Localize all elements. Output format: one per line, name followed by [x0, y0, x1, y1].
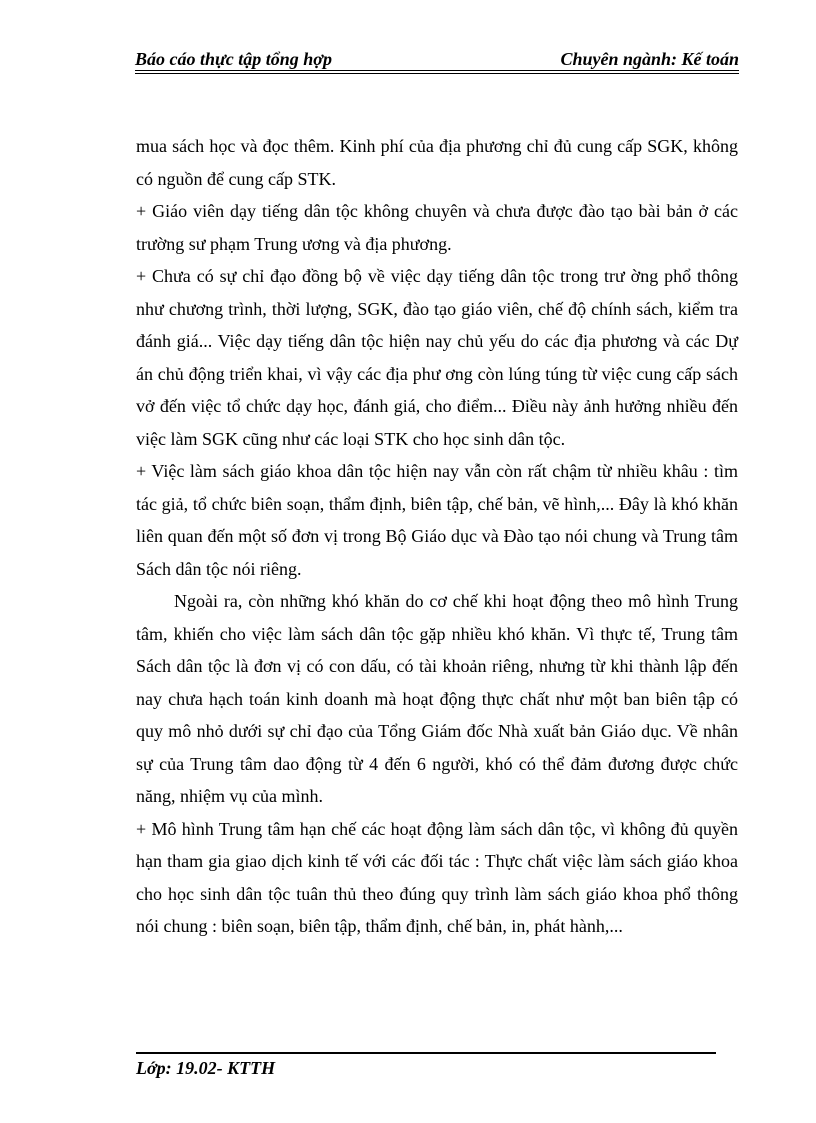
page-header — [135, 44, 739, 74]
footer-divider — [136, 1052, 716, 1054]
paragraph-mechanism: Ngoài ra, còn những khó khăn do cơ chế khi hoạt động theo mô hình Trung tâm, khiến cho việc làm sách dân tộc gặp nhiều khó khăn. Vì thực tế, Trung tâm Sách dân tộc là đơn vị có con dấu, có tài khoản riêng, nhưng từ khi thành lập đến nay chưa hạch toán kinh doanh mà hoạt động thực chất như một ban biên tập có quy mô nhỏ dưới sự chỉ đạo của Tổng Giám đốc Nhà xuất bản Giáo dục. Về nhân sự của Trung tâm dao động từ 4 đến 6 người, khó có thể đảm đương được chức năng, nhiệm vụ của mình. — [136, 591, 738, 806]
paragraph-textbook-production: + Việc làm sách giáo khoa dân tộc hiện nay vẫn còn rất chậm từ nhiều khâu : tìm tác giả, tổ chức biên soạn, thẩm định, biên tập, chế bản, vẽ hình,... Đây là khó khăn liên quan đến một số đơn vị trong Bộ Giáo dục và Đào tạo nói chung và Trung tâm Sách dân tộc nói riêng. — [136, 461, 738, 579]
paragraph-direction: + Chưa có sự chỉ đạo đồng bộ về việc dạy tiếng dân tộc trong trư ờng phổ thông như chương trình, thời lượng, SGK, đào tạo giáo viên, chế độ chính sách, kiểm tra đánh giá... Việc dạy tiếng dân tộc hiện nay chủ yếu do các địa phương và các Dự án chủ động triển khai, vì vậy các địa phư ơng còn lúng túng từ việc cung cấp sách vở đến việc tổ chức dạy học, đánh giá, cho điểm... Điều này ảnh hưởng nhiều đến việc làm SGK cũng như các loại STK cho học sinh dân tộc. — [136, 266, 738, 449]
page-footer: Lớp: 19.02- KTTH — [136, 1058, 276, 1078]
paragraph-teachers: + Giáo viên dạy tiếng dân tộc không chuyên và chưa được đào tạo bài bản ở các trường sư phạm Trung ương và địa phương. — [136, 201, 738, 254]
header-major: Chuyên ngành: Kế toán — [560, 49, 739, 69]
document-body — [136, 130, 738, 943]
paragraph-center-model: + Mô hình Trung tâm hạn chế các hoạt động làm sách dân tộc, vì không đủ quyền hạn tham gia giao dịch kinh tế với các đối tác : Thực chất việc làm sách giáo khoa cho học sinh dân tộc tuân thủ theo đúng quy trình làm sách giáo khoa phổ thông nói chung : biên soạn, biên tập, thẩm định, chế bản, in, phát hành,... — [136, 818, 738, 936]
paragraph-continuation: mua sách học và đọc thêm. Kinh phí của địa phương chỉ đủ cung cấp SGK, không có nguồn để cung cấp STK. — [136, 136, 738, 189]
header-report-title: Báo cáo thực tập tổng hợp — [135, 49, 332, 69]
